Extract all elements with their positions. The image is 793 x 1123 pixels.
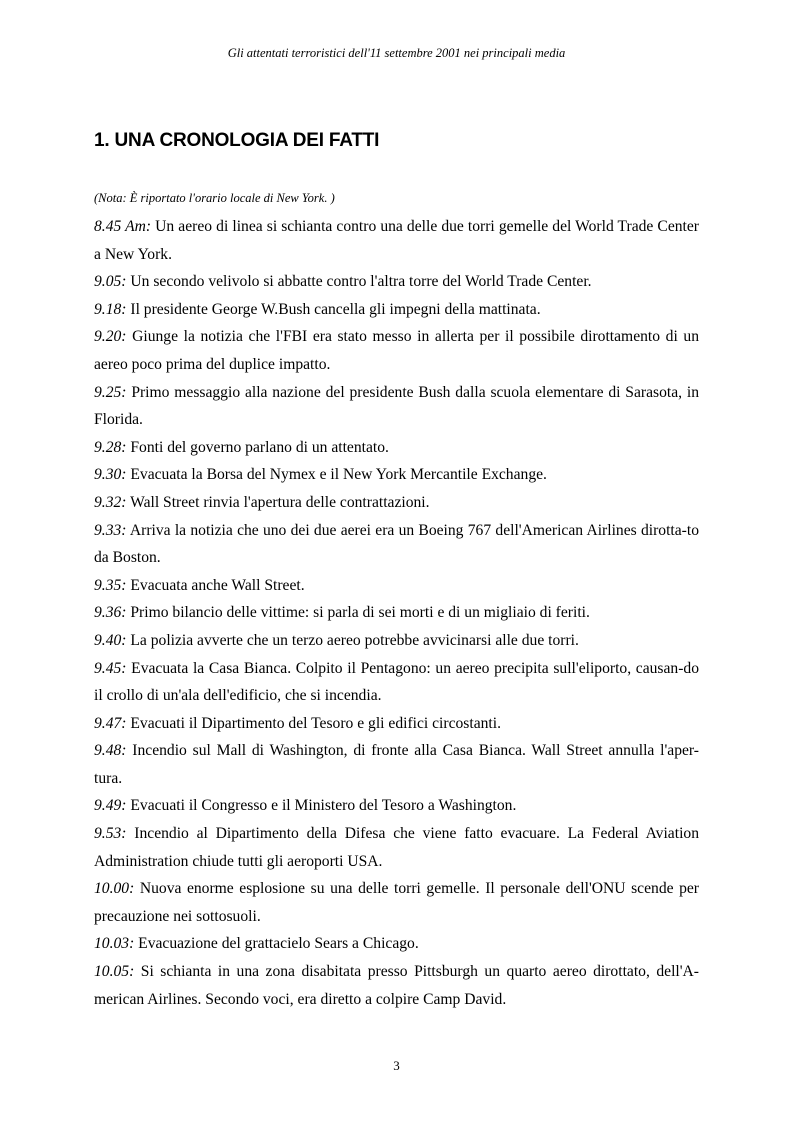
timezone-note: (Nota: È riportato l'orario locale di New York. )	[94, 191, 335, 205]
entry-text: Evacuati il Congresso e il Ministero del Tesoro a Washington.	[126, 797, 517, 815]
chronology-entry	[94, 323, 699, 378]
chronology-entry	[94, 792, 699, 820]
entry-time: 10.03:	[94, 935, 135, 953]
chronology-entry	[94, 213, 699, 268]
chronology-entry	[94, 958, 699, 1013]
entry-text: La polizia avverte che un terzo aereo potrebbe avvicinarsi alle due torri.	[126, 631, 579, 649]
entry-text: Incendio al Dipartimento della Difesa che viene fatto evacuare. La Federal Aviation Administration chiude tutti gli aeroporti USA.	[94, 825, 699, 870]
entry-time: 9.20:	[94, 328, 127, 346]
chronology-entry	[94, 599, 699, 627]
chronology-entry	[94, 434, 699, 462]
running-header: Gli attentati terroristici dell'11 settembre 2001 nei principali media	[227, 46, 566, 60]
entry-time: 9.05:	[94, 273, 127, 291]
entry-time: 9.36:	[94, 604, 127, 622]
chronology-list	[94, 213, 699, 1013]
entry-time: 9.28:	[94, 438, 127, 456]
chronology-entry	[94, 517, 699, 572]
entry-text: Nuova enorme esplosione su una delle torri gemelle. Il personale dell'ONU scende per precauzione nei sottosuoli.	[94, 880, 699, 925]
entry-time: 9.48:	[94, 742, 127, 760]
chapter-title: 1. UNA CRONOLOGIA DEI FATTI	[94, 130, 380, 151]
entry-text: Si schianta in una zona disabitata presso Pittsburgh un quarto aereo dirottato, dell'A-merican Airlines. Secondo voci, era diretto a colpire Camp David.	[94, 963, 699, 1008]
entry-time: 9.30:	[94, 466, 127, 484]
entry-text: Fonti del governo parlano di un attentato.	[126, 438, 389, 456]
entry-time: 9.35:	[94, 576, 127, 594]
chronology-entry	[94, 268, 699, 296]
entry-text: Evacuazione del grattacielo Sears a Chicago.	[134, 935, 419, 953]
chronology-entry	[94, 820, 699, 875]
chronology-entry	[94, 461, 699, 489]
chronology-entry	[94, 710, 699, 738]
chronology-entry	[94, 572, 699, 600]
entry-time: 9.18:	[94, 300, 127, 318]
entry-text: Arriva la notizia che uno dei due aerei era un Boeing 767 dell'American Airlines dirotta-to da Boston.	[94, 521, 699, 567]
entry-time: 8.45 Am:	[94, 218, 152, 235]
chronology-entry	[94, 296, 699, 324]
entry-text: Primo bilancio delle vittime: si parla di sei morti e di un migliaio di feriti.	[126, 604, 590, 622]
entry-text: Evacuati il Dipartimento del Tesoro e gli edifici circostanti.	[126, 714, 501, 732]
entry-time: 9.32:	[94, 493, 127, 511]
entry-text: Il presidente George W.Bush cancella gli impegni della mattinata.	[126, 300, 541, 318]
entry-time: 9.40:	[94, 631, 127, 649]
entry-time: 10.05:	[94, 963, 135, 981]
entry-text: Giunge la notizia che l'FBI era stato messo in allerta per il possibile dirottamento di un aereo poco prima del duplice impatto.	[94, 328, 699, 373]
entry-time: 9.33:	[94, 521, 127, 539]
chronology-entry	[94, 489, 699, 517]
entry-text: Evacuata la Borsa del Nymex e il New York Mercantile Exchange.	[126, 466, 547, 484]
entry-text: Evacuata la Casa Bianca. Colpito il Pentagono: un aereo precipita sull'eliporto, causan-do il crollo di un'ala dell'edificio, che si incendia.	[94, 659, 699, 705]
entry-text: Primo messaggio alla nazione del presidente Bush dalla scuola elementare di Sarasota, in Florida.	[94, 383, 699, 429]
entry-text: Incendio sul Mall di Washington, di fronte alla Casa Bianca. Wall Street annulla l'aper-tura.	[94, 742, 699, 787]
entry-time: 9.49:	[94, 797, 127, 815]
chronology-entry	[94, 655, 699, 710]
entry-time: 9.45:	[94, 659, 127, 677]
chronology-entry	[94, 379, 699, 434]
chronology-entry	[94, 875, 699, 930]
entry-time: 10.00:	[94, 880, 135, 898]
entry-text: Wall Street rinvia l'apertura delle contrattazioni.	[126, 493, 430, 511]
entry-time: 9.25:	[94, 383, 127, 401]
page-number: 3	[393, 1058, 400, 1073]
entry-text: Un aereo di linea si schianta contro una delle due torri gemelle del World Trade Center a New York.	[94, 218, 699, 263]
chronology-entry	[94, 627, 699, 655]
entry-text: Un secondo velivolo si abbatte contro l'altra torre del World Trade Center.	[126, 273, 592, 291]
chronology-entry	[94, 930, 699, 958]
entry-time: 9.53:	[94, 825, 127, 843]
chronology-entry	[94, 737, 699, 792]
entry-time: 9.47:	[94, 714, 127, 732]
entry-text: Evacuata anche Wall Street.	[126, 576, 305, 594]
